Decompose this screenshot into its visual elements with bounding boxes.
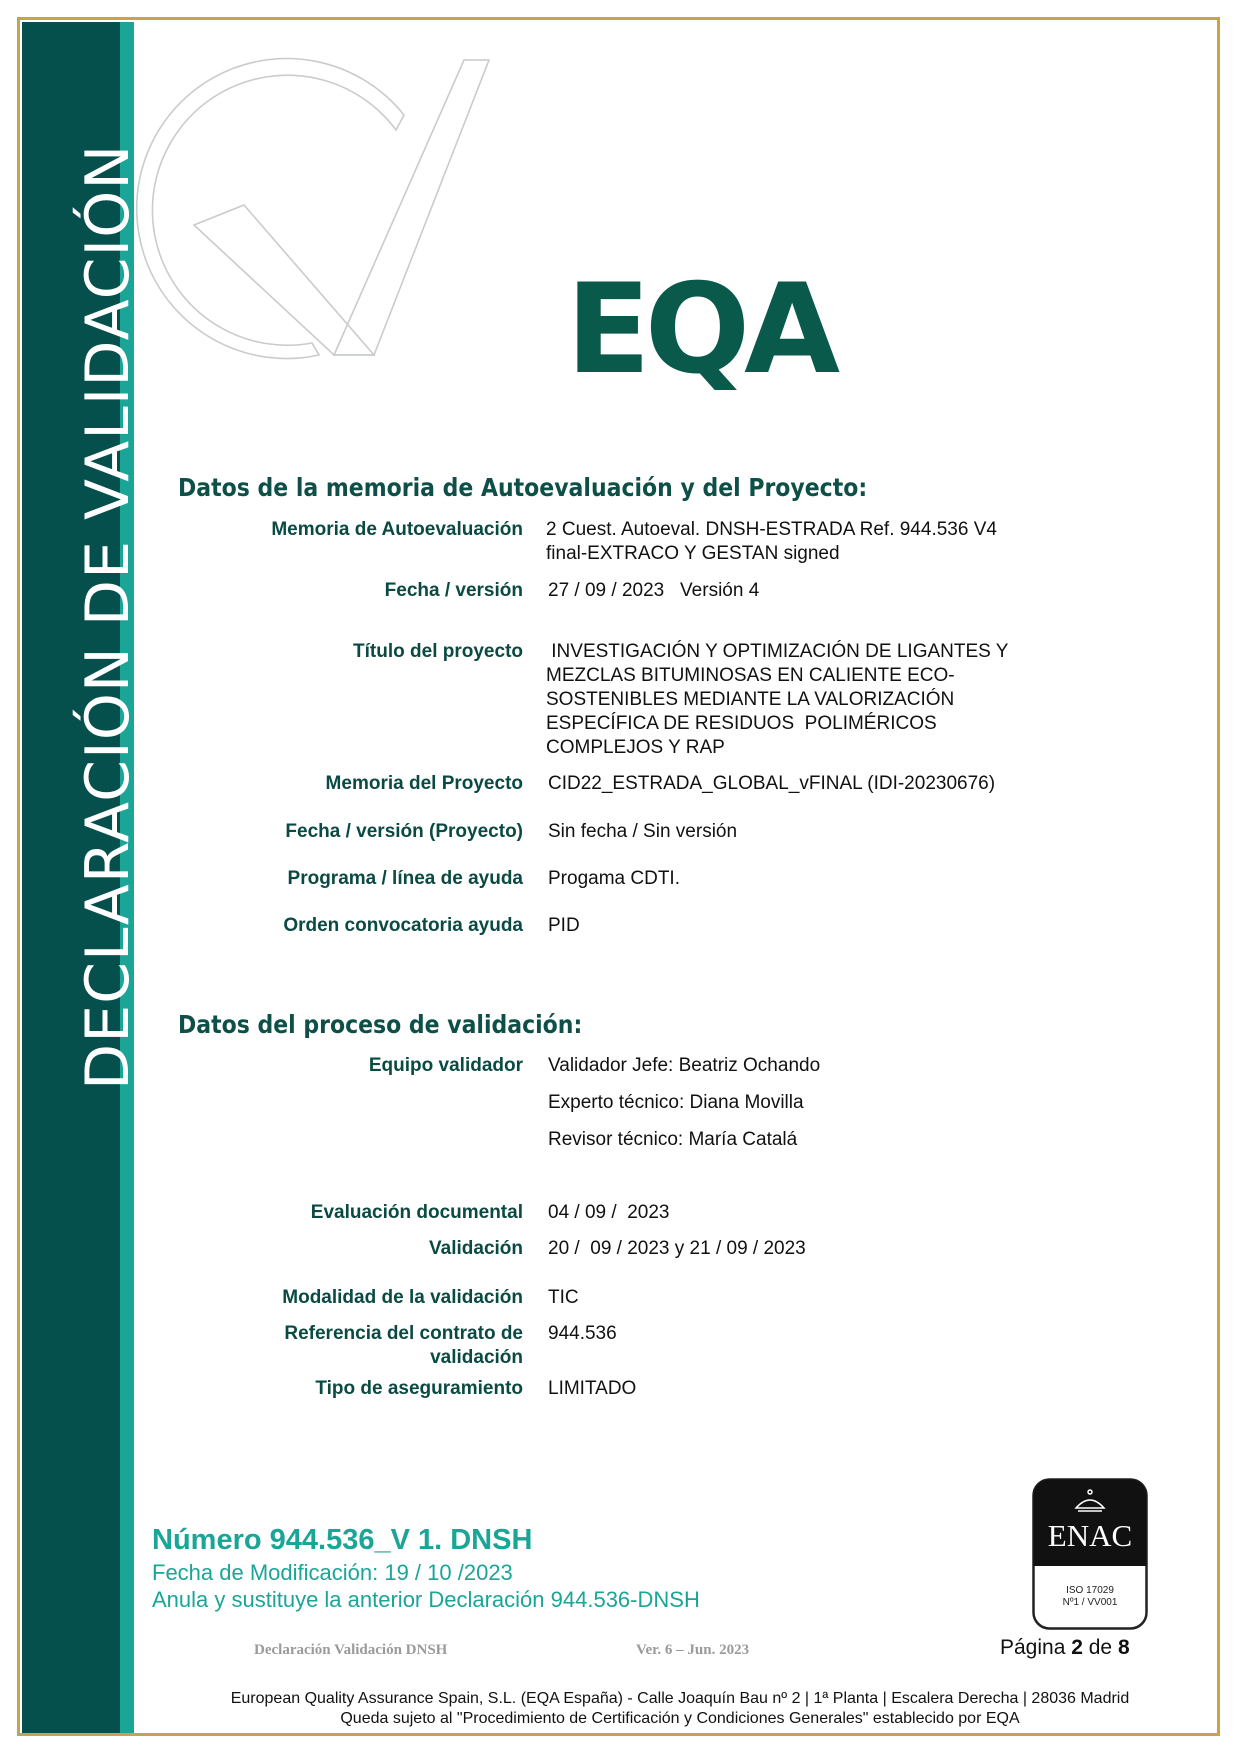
value-programa: Progama CDTI. [548, 868, 680, 889]
value-revisor-tecnico: Revisor técnico: María Catalá [548, 1129, 798, 1150]
page-prefix: Página [1000, 1636, 1072, 1659]
value-validacion: 20 / 09 / 2023 y 21 / 09 / 2023 [548, 1238, 806, 1259]
page-sep: de [1082, 1636, 1118, 1659]
value-experto-tecnico: Experto técnico: Diana Movilla [548, 1092, 804, 1113]
value-referencia-contrato: 944.536 [548, 1323, 617, 1344]
label-programa: Programa / línea de ayuda [287, 868, 523, 889]
label-titulo-proyecto: Título del proyecto [353, 641, 523, 662]
label-evaluacion-documental: Evaluación documental [310, 1202, 523, 1223]
value-modalidad: TIC [548, 1287, 579, 1308]
value-memoria-proyecto: CID22_ESTRADA_GLOBAL_vFINAL (IDI-20230676) [548, 773, 996, 794]
modification-date: Fecha de Modificación: 19 / 10 /2023 [152, 1560, 513, 1585]
declaration-number: Número 944.536_V 1. DNSH [152, 1524, 533, 1556]
label-fecha-version-proyecto: Fecha / versión (Proyecto) [285, 821, 523, 842]
enac-seal [1032, 1478, 1148, 1630]
label-equipo-validador: Equipo validador [368, 1055, 523, 1076]
label-memoria-proyecto: Memoria del Proyecto [325, 773, 523, 794]
label-tipo-aseguramiento: Tipo de aseguramiento [315, 1378, 523, 1399]
page-current: 2 [1071, 1636, 1083, 1659]
footer-version: Ver. 6 – Jun. 2023 [636, 1642, 750, 1658]
value-fecha-version: 27 / 09 / 2023 Versión 4 [548, 580, 760, 601]
value-fecha-version-proyecto: Sin fecha / Sin versión [548, 821, 738, 842]
enac-code: Nº1 / VV001 [1062, 1597, 1118, 1608]
side-title: DECLARACIÓN DE VALIDACIÓN [73, 143, 143, 1090]
label-fecha-version: Fecha / versión [384, 580, 523, 601]
company-conditions: Queda sujeto al "Procedimiento de Certificación y Condiciones Generales" establecido por EQA [340, 1710, 1020, 1727]
value-evaluacion-documental: 04 / 09 / 2023 [548, 1202, 670, 1223]
eqa-logo: EQA [566, 258, 835, 402]
value-titulo-proyecto: INVESTIGACIÓN Y OPTIMIZACIÓN DE LIGANTES Y MEZCLAS BITUMINOSAS EN CALIENTE ECO- SOSTENIBLES MEDIANTE LA VALORIZACIÓN ESPECÍFICA DE RESIDUOS POLIMÉRICOS COMPLEJOS Y RAP [546, 641, 1009, 758]
page-indicator [1000, 1636, 1130, 1660]
footer-document-name: Declaración Validación DNSH [254, 1642, 448, 1658]
replaces-note: Anula y sustituye la anterior Declaración 944.536-DNSH [152, 1587, 700, 1612]
value-validador-jefe: Validador Jefe: Beatriz Ochando [548, 1055, 821, 1076]
label-modalidad: Modalidad de la validación [282, 1287, 523, 1308]
label-memoria-autoevaluacion: Memoria de Autoevaluación [271, 519, 523, 540]
value-memoria-autoevaluacion: 2 Cuest. Autoeval. DNSH-ESTRADA Ref. 944.536 V4 final-EXTRACO Y GESTAN signed [546, 519, 997, 564]
enac-iso: ISO 17029 [1066, 1585, 1114, 1596]
company-address: European Quality Assurance Spain, S.L. (EQA España) - Calle Joaquín Bau nº 2 | 1ª Planta | Escalera Derecha | 28036 Madrid [230, 1690, 1130, 1707]
label-validacion: Validación [429, 1238, 523, 1259]
section-title-validacion: Datos del proceso de validación: [178, 1010, 583, 1039]
section-title-memoria: Datos de la memoria de Autoevaluación y del Proyecto: [178, 473, 868, 502]
page-total: 8 [1117, 1636, 1130, 1659]
value-tipo-aseguramiento: LIMITADO [548, 1378, 637, 1399]
label-orden-convocatoria: Orden convocatoria ayuda [283, 915, 523, 936]
value-orden-convocatoria: PID [548, 915, 580, 936]
enac-brand: ENAC [1047, 1518, 1133, 1553]
label-referencia-contrato: Referencia del contrato de validación [284, 1323, 523, 1368]
qv-watermark-icon [134, 55, 564, 415]
